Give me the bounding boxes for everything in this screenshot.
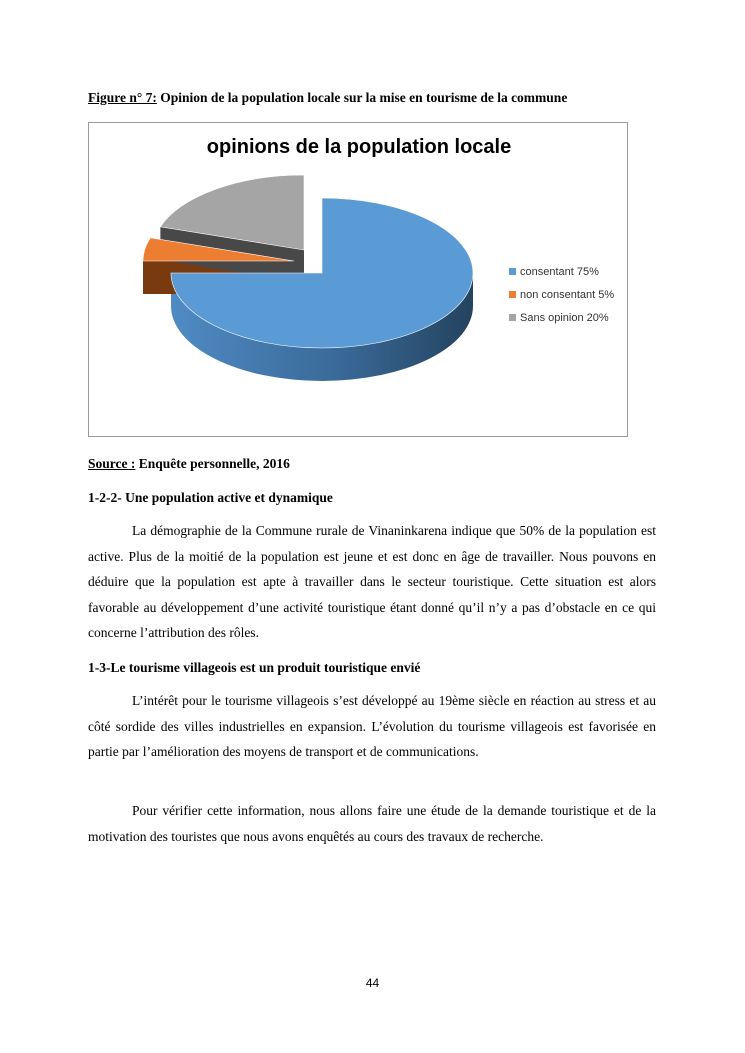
chart-legend bbox=[509, 266, 614, 324]
page-number: 44 bbox=[365, 976, 380, 990]
legend-swatch-sans-opinion bbox=[509, 314, 516, 321]
figure-caption bbox=[88, 90, 567, 106]
pie-chart-frame bbox=[88, 122, 628, 437]
figure-source bbox=[88, 456, 290, 472]
paragraph-interet: L’intérêt pour le tourisme villageois s’est développé au 19ème siècle en réaction au stress et au côté sordide des villes industrielles en expansion. L’évolution du tourisme villageois est favorisée en partie par l’amélioration des moyens de transport et de communications. bbox=[88, 693, 656, 759]
legend-label-sans-opinion: Sans opinion 20% bbox=[520, 312, 609, 324]
chart-title: opinions de la population locale bbox=[206, 136, 512, 158]
pie-chart bbox=[89, 123, 627, 436]
legend-swatch-non-consentant bbox=[509, 291, 516, 298]
legend-label-non-consentant: non consentant 5% bbox=[520, 289, 615, 301]
source-text: Enquête personnelle, 2016 bbox=[135, 456, 290, 471]
section-heading-tourisme: 1-3-Le tourisme villageois est un produit touristique envié bbox=[88, 660, 421, 675]
figure-title: Opinion de la population locale sur la mise en tourisme de la commune bbox=[156, 90, 568, 105]
section-heading-population: 1-2-2- Une population active et dynamique bbox=[88, 490, 333, 505]
legend-swatch-consentant bbox=[509, 268, 516, 275]
paragraph-verifier: Pour vérifier cette information, nous allons faire une étude de la demande touristique et de la motivation des touristes que nous avons enquêtés au cours des travaux de recherche. bbox=[88, 803, 656, 844]
legend-label-consentant: consentant 75% bbox=[520, 266, 599, 278]
figure-label: Figure n° 7: bbox=[88, 90, 157, 105]
paragraph-demographie: La démographie de la Commune rurale de Vinaninkarena indique que 50% de la population est active. Plus de la moitié de la population est jeune et est donc en âge de travailler. Nous pouvons en déduire que la population est apte à travailler dans le secteur touristique. Cette situation est alors favorable au développement d’une activité touristique étant donné qu’il n’y a pas d’obstacle en ce qui concerne l’attribution des rôles. bbox=[88, 523, 656, 640]
source-label: Source : bbox=[88, 456, 136, 471]
